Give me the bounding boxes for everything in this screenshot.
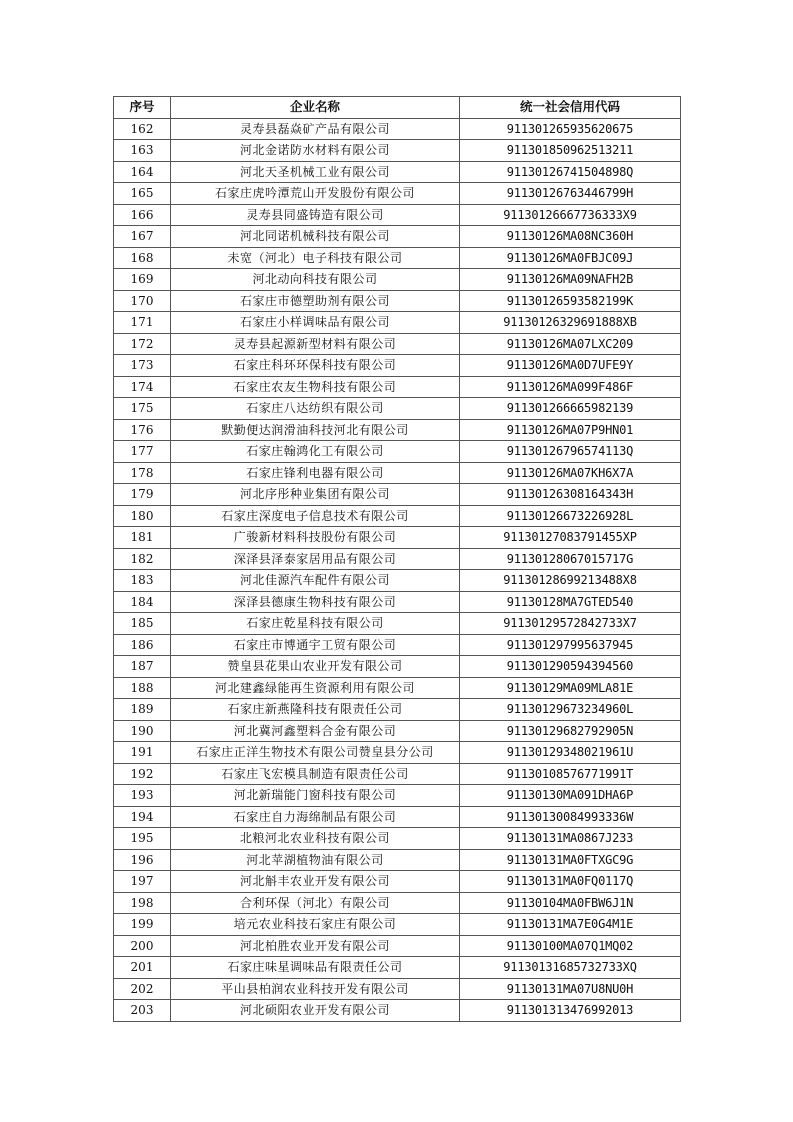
credit-code-cell: 91130128067015717G	[460, 548, 681, 570]
credit-code-cell: 91130130MA091DHA6P	[460, 785, 681, 807]
enterprise-name-cell: 河北柏胜农业开发有限公司	[171, 935, 460, 957]
enterprise-name-cell: 深泽县德康生物科技有限公司	[171, 591, 460, 613]
credit-code-cell: 91130130084993336W	[460, 806, 681, 828]
enterprise-name-cell: 河北动向科技有限公司	[171, 269, 460, 291]
table-row	[114, 419, 681, 441]
serial-number-cell: 178	[114, 462, 171, 484]
enterprise-name-cell: 河北新瑞能门窗科技有限公司	[171, 785, 460, 807]
serial-number-cell: 190	[114, 720, 171, 742]
credit-code-cell: 91130126MA09NAFH2B	[460, 269, 681, 291]
credit-code-cell: 91130131MA0FTXGC9G	[460, 849, 681, 871]
serial-number-cell: 172	[114, 333, 171, 355]
enterprise-name-cell: 石家庄锋利电器有限公司	[171, 462, 460, 484]
header-serial-number: 序号	[114, 97, 171, 119]
table-row	[114, 742, 681, 764]
enterprise-name-cell: 石家庄翰鸿化工有限公司	[171, 441, 460, 463]
credit-code-cell: 911301266665982139	[460, 398, 681, 420]
serial-number-cell: 179	[114, 484, 171, 506]
credit-code-cell: 91130131MA0867J233	[460, 828, 681, 850]
serial-number-cell: 196	[114, 849, 171, 871]
table-row	[114, 806, 681, 828]
serial-number-cell: 189	[114, 699, 171, 721]
enterprise-name-cell: 河北金诺防水材料有限公司	[171, 140, 460, 162]
credit-code-cell: 911301265935620675	[460, 118, 681, 140]
enterprise-name-cell: 石家庄小样调味品有限公司	[171, 312, 460, 334]
credit-code-cell: 911301290594394560	[460, 656, 681, 678]
enterprise-name-cell: 河北苹湖植物油有限公司	[171, 849, 460, 871]
credit-code-cell: 911301850962513211	[460, 140, 681, 162]
table-row	[114, 398, 681, 420]
enterprise-table	[113, 96, 681, 1022]
serial-number-cell: 183	[114, 570, 171, 592]
credit-code-cell: 91130129673234960L	[460, 699, 681, 721]
credit-code-cell: 911301313476992013	[460, 1000, 681, 1022]
credit-code-cell: 91130126763446799H	[460, 183, 681, 205]
enterprise-name-cell: 石家庄市德塑助剂有限公司	[171, 290, 460, 312]
credit-code-cell: 91130127083791455XP	[460, 527, 681, 549]
serial-number-cell: 170	[114, 290, 171, 312]
serial-number-cell: 203	[114, 1000, 171, 1022]
enterprise-name-cell: 河北序彤种业集团有限公司	[171, 484, 460, 506]
serial-number-cell: 201	[114, 957, 171, 979]
enterprise-name-cell: 默勤便达润滑油科技河北有限公司	[171, 419, 460, 441]
serial-number-cell: 165	[114, 183, 171, 205]
serial-number-cell: 171	[114, 312, 171, 334]
serial-number-cell: 188	[114, 677, 171, 699]
serial-number-cell: 193	[114, 785, 171, 807]
table-row	[114, 527, 681, 549]
serial-number-cell: 176	[114, 419, 171, 441]
credit-code-cell: 91130128MA7GTED540	[460, 591, 681, 613]
table-row	[114, 548, 681, 570]
table-row	[114, 484, 681, 506]
credit-code-cell: 91130126329691888XB	[460, 312, 681, 334]
table-row	[114, 828, 681, 850]
serial-number-cell: 187	[114, 656, 171, 678]
table-row	[114, 613, 681, 635]
serial-number-cell: 163	[114, 140, 171, 162]
credit-code-cell: 91130129348021961U	[460, 742, 681, 764]
serial-number-cell: 167	[114, 226, 171, 248]
serial-number-cell: 197	[114, 871, 171, 893]
enterprise-name-cell: 石家庄虎吟潭荒山开发股份有限公司	[171, 183, 460, 205]
table-row	[114, 892, 681, 914]
credit-code-cell: 91130104MA0FBW6J1N	[460, 892, 681, 914]
table-row	[114, 656, 681, 678]
enterprise-name-cell: 石家庄乾星科技有限公司	[171, 613, 460, 635]
credit-code-cell: 91130126MA07KH6X7A	[460, 462, 681, 484]
credit-code-cell: 91130129682792905N	[460, 720, 681, 742]
enterprise-name-cell: 石家庄正洋生物技术有限公司赞皇县分公司	[171, 742, 460, 764]
credit-code-cell: 91130126593582199K	[460, 290, 681, 312]
serial-number-cell: 185	[114, 613, 171, 635]
table-row	[114, 247, 681, 269]
enterprise-name-cell: 石家庄味星调味品有限责任公司	[171, 957, 460, 979]
serial-number-cell: 195	[114, 828, 171, 850]
enterprise-name-cell: 石家庄农友生物科技有限公司	[171, 376, 460, 398]
header-enterprise-name: 企业名称	[171, 97, 460, 119]
enterprise-name-cell: 河北佳源汽车配件有限公司	[171, 570, 460, 592]
table-row	[114, 290, 681, 312]
enterprise-name-cell: 石家庄飞宏模具制造有限责任公司	[171, 763, 460, 785]
table-row	[114, 591, 681, 613]
table-row	[114, 785, 681, 807]
enterprise-name-cell: 石家庄八达纺织有限公司	[171, 398, 460, 420]
table-row	[114, 376, 681, 398]
table-row	[114, 226, 681, 248]
credit-code-cell: 91130126741504898Q	[460, 161, 681, 183]
table-row	[114, 118, 681, 140]
credit-code-cell: 91130108576771991T	[460, 763, 681, 785]
serial-number-cell: 194	[114, 806, 171, 828]
table-row	[114, 161, 681, 183]
serial-number-cell: 180	[114, 505, 171, 527]
credit-code-cell: 91130131MA07U8NU0H	[460, 978, 681, 1000]
credit-code-cell: 91130126MA0D7UFE9Y	[460, 355, 681, 377]
serial-number-cell: 191	[114, 742, 171, 764]
enterprise-name-cell: 灵寿县磊焱矿产品有限公司	[171, 118, 460, 140]
table-body	[114, 118, 681, 1021]
table-row	[114, 570, 681, 592]
credit-code-cell: 91130131MA7E0G4M1E	[460, 914, 681, 936]
credit-code-cell: 91130126673226928L	[460, 505, 681, 527]
enterprise-name-cell: 广骏新材料科技股份有限公司	[171, 527, 460, 549]
table-row	[114, 183, 681, 205]
serial-number-cell: 199	[114, 914, 171, 936]
serial-number-cell: 198	[114, 892, 171, 914]
table-row	[114, 462, 681, 484]
table-row	[114, 914, 681, 936]
credit-code-cell: 91130100MA07Q1MQ02	[460, 935, 681, 957]
credit-code-cell: 91130129MA09MLA81E	[460, 677, 681, 699]
table-row	[114, 355, 681, 377]
table-row	[114, 269, 681, 291]
enterprise-name-cell: 北粮河北农业科技有限公司	[171, 828, 460, 850]
credit-code-cell: 91130126MA0FBJC09J	[460, 247, 681, 269]
serial-number-cell: 168	[114, 247, 171, 269]
serial-number-cell: 166	[114, 204, 171, 226]
table-row	[114, 935, 681, 957]
serial-number-cell: 169	[114, 269, 171, 291]
serial-number-cell: 192	[114, 763, 171, 785]
enterprise-name-cell: 合利环保（河北）有限公司	[171, 892, 460, 914]
table-row	[114, 333, 681, 355]
enterprise-name-cell: 石家庄新燕隆科技有限责任公司	[171, 699, 460, 721]
credit-code-cell: 91130131MA0FQ0117Q	[460, 871, 681, 893]
serial-number-cell: 184	[114, 591, 171, 613]
enterprise-name-cell: 灵寿县同盛铸造有限公司	[171, 204, 460, 226]
table-header-row	[114, 97, 681, 119]
enterprise-name-cell: 石家庄科环环保科技有限公司	[171, 355, 460, 377]
table-row	[114, 505, 681, 527]
table-row	[114, 1000, 681, 1022]
enterprise-name-cell: 石家庄深度电子信息技术有限公司	[171, 505, 460, 527]
enterprise-name-cell: 河北硕阳农业开发有限公司	[171, 1000, 460, 1022]
table-row	[114, 763, 681, 785]
enterprise-name-cell: 石家庄自力海绵制品有限公司	[171, 806, 460, 828]
enterprise-name-cell: 河北建鑫绿能再生资源利用有限公司	[171, 677, 460, 699]
credit-code-cell: 91130126308164343H	[460, 484, 681, 506]
serial-number-cell: 200	[114, 935, 171, 957]
enterprise-name-cell: 培元农业科技石家庄有限公司	[171, 914, 460, 936]
enterprise-name-cell: 河北同诺机械科技有限公司	[171, 226, 460, 248]
serial-number-cell: 181	[114, 527, 171, 549]
table-row	[114, 312, 681, 334]
enterprise-name-cell: 未宽（河北）电子科技有限公司	[171, 247, 460, 269]
table-row	[114, 871, 681, 893]
enterprise-name-cell: 河北冀河鑫塑料合金有限公司	[171, 720, 460, 742]
credit-code-cell: 91130128699213488X8	[460, 570, 681, 592]
credit-code-cell: 91130126667736333X9	[460, 204, 681, 226]
table-row	[114, 720, 681, 742]
credit-code-cell: 91130126796574113Q	[460, 441, 681, 463]
table-row	[114, 849, 681, 871]
enterprise-name-cell: 河北天圣机械工业有限公司	[171, 161, 460, 183]
table-row	[114, 441, 681, 463]
table-row	[114, 957, 681, 979]
table-row	[114, 204, 681, 226]
table-row	[114, 978, 681, 1000]
table-row	[114, 699, 681, 721]
enterprise-name-cell: 平山县柏润农业科技开发有限公司	[171, 978, 460, 1000]
credit-code-cell: 91130126MA07LXC209	[460, 333, 681, 355]
table-row	[114, 140, 681, 162]
credit-code-cell: 91130126MA07P9HN01	[460, 419, 681, 441]
credit-code-cell: 91130129572842733X7	[460, 613, 681, 635]
serial-number-cell: 177	[114, 441, 171, 463]
serial-number-cell: 182	[114, 548, 171, 570]
enterprise-name-cell: 石家庄市博通宇工贸有限公司	[171, 634, 460, 656]
table-row	[114, 677, 681, 699]
enterprise-name-cell: 河北斛丰农业开发有限公司	[171, 871, 460, 893]
serial-number-cell: 174	[114, 376, 171, 398]
header-credit-code: 统一社会信用代码	[460, 97, 681, 119]
serial-number-cell: 173	[114, 355, 171, 377]
table-row	[114, 634, 681, 656]
enterprise-name-cell: 灵寿县起源新型材料有限公司	[171, 333, 460, 355]
credit-code-cell: 911301297995637945	[460, 634, 681, 656]
serial-number-cell: 186	[114, 634, 171, 656]
credit-code-cell: 91130126MA08NC360H	[460, 226, 681, 248]
serial-number-cell: 162	[114, 118, 171, 140]
serial-number-cell: 202	[114, 978, 171, 1000]
credit-code-cell: 91130126MA099F486F	[460, 376, 681, 398]
serial-number-cell: 175	[114, 398, 171, 420]
serial-number-cell: 164	[114, 161, 171, 183]
enterprise-name-cell: 赞皇县花果山农业开发有限公司	[171, 656, 460, 678]
enterprise-name-cell: 深泽县泽泰家居用品有限公司	[171, 548, 460, 570]
credit-code-cell: 91130131685732733XQ	[460, 957, 681, 979]
